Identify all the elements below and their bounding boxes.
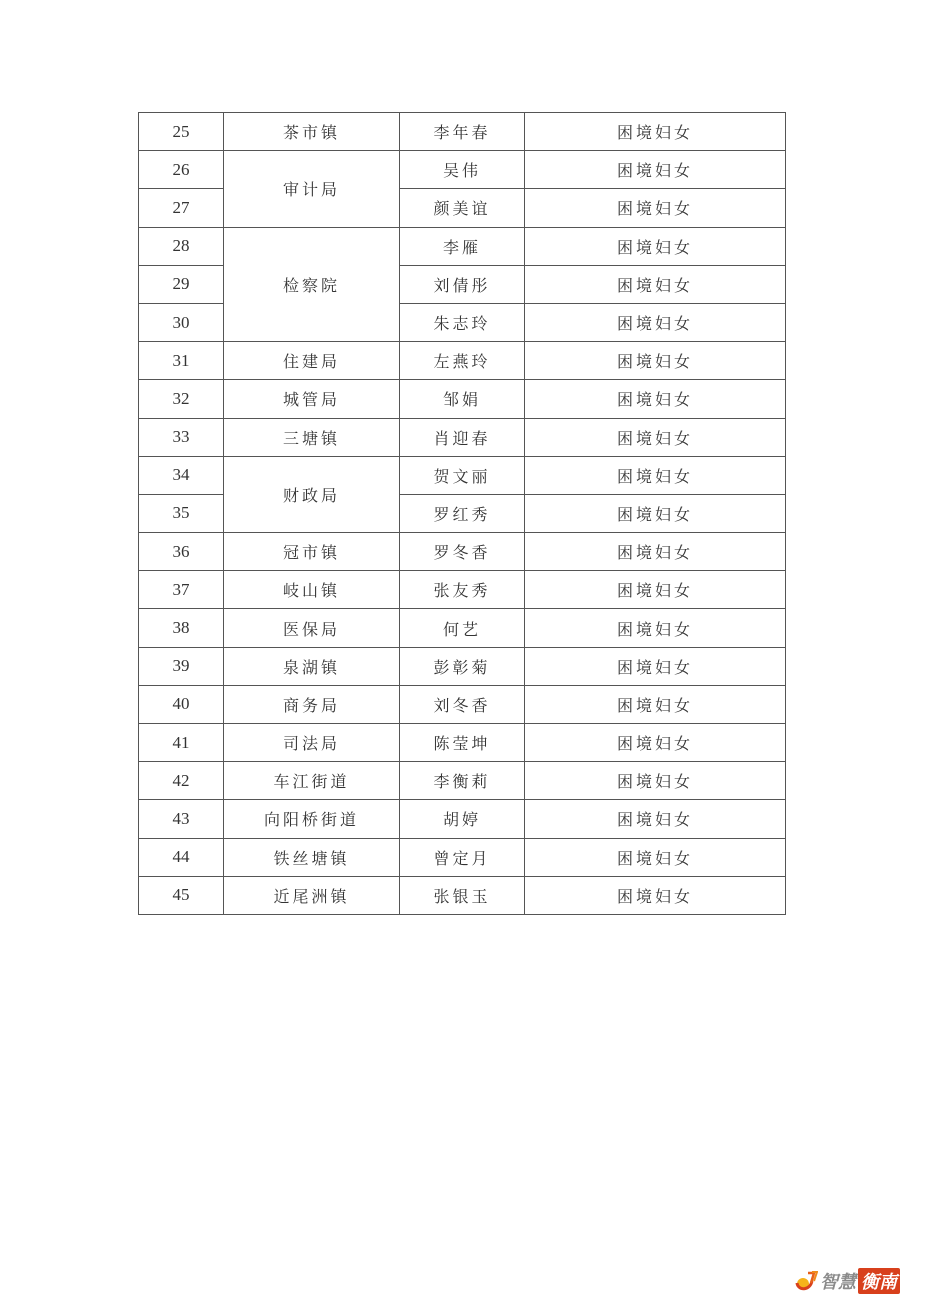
name-cell: 罗冬香	[400, 533, 525, 571]
logo-text-zhihui: 智慧	[820, 1272, 856, 1293]
row-number-cell: 38	[139, 609, 224, 647]
row-number-cell: 36	[139, 533, 224, 571]
table-row	[139, 227, 786, 265]
category-cell: 困境妇女	[525, 876, 786, 914]
row-number-cell: 35	[139, 494, 224, 532]
row-number-cell: 28	[139, 227, 224, 265]
name-cell: 彭彰菊	[400, 647, 525, 685]
category-cell: 困境妇女	[525, 265, 786, 303]
unit-cell: 车江街道	[224, 762, 400, 800]
row-number-cell: 42	[139, 762, 224, 800]
table-row	[139, 342, 786, 380]
name-cell: 李年春	[400, 113, 525, 151]
category-cell: 困境妇女	[525, 838, 786, 876]
unit-cell: 近尾洲镇	[224, 876, 400, 914]
row-number-cell: 40	[139, 685, 224, 723]
name-cell: 陈莹坤	[400, 724, 525, 762]
table-row	[139, 151, 786, 189]
table-row	[139, 838, 786, 876]
name-cell: 刘冬香	[400, 685, 525, 723]
table-body	[139, 113, 786, 915]
row-number-cell: 32	[139, 380, 224, 418]
name-cell: 贺文丽	[400, 456, 525, 494]
name-cell: 张银玉	[400, 876, 525, 914]
unit-cell: 泉湖镇	[224, 647, 400, 685]
unit-cell: 城管局	[224, 380, 400, 418]
watermark-logo	[794, 1266, 900, 1296]
category-cell: 困境妇女	[525, 151, 786, 189]
row-number-cell: 41	[139, 724, 224, 762]
category-cell: 困境妇女	[525, 227, 786, 265]
name-cell: 罗红秀	[400, 494, 525, 532]
row-number-cell: 27	[139, 189, 224, 227]
table-row	[139, 533, 786, 571]
table-row	[139, 113, 786, 151]
table-row	[139, 762, 786, 800]
name-cell: 张友秀	[400, 571, 525, 609]
name-cell: 左燕玲	[400, 342, 525, 380]
row-number-cell: 44	[139, 838, 224, 876]
table-row	[139, 647, 786, 685]
table-row	[139, 685, 786, 723]
row-number-cell: 39	[139, 647, 224, 685]
row-number-cell: 31	[139, 342, 224, 380]
name-cell: 刘倩彤	[400, 265, 525, 303]
unit-cell: 医保局	[224, 609, 400, 647]
category-cell: 困境妇女	[525, 303, 786, 341]
unit-cell: 司法局	[224, 724, 400, 762]
unit-cell: 向阳桥街道	[224, 800, 400, 838]
row-number-cell: 43	[139, 800, 224, 838]
logo-text-hengnan: 衡南	[858, 1268, 900, 1294]
category-cell: 困境妇女	[525, 800, 786, 838]
name-cell: 何艺	[400, 609, 525, 647]
category-cell: 困境妇女	[525, 189, 786, 227]
category-cell: 困境妇女	[525, 609, 786, 647]
unit-cell: 冠市镇	[224, 533, 400, 571]
category-cell: 困境妇女	[525, 380, 786, 418]
table-row	[139, 609, 786, 647]
table-row	[139, 800, 786, 838]
category-cell: 困境妇女	[525, 533, 786, 571]
category-cell: 困境妇女	[525, 418, 786, 456]
unit-cell: 审计局	[224, 151, 400, 227]
table-row	[139, 876, 786, 914]
unit-cell: 商务局	[224, 685, 400, 723]
row-number-cell: 25	[139, 113, 224, 151]
category-cell: 困境妇女	[525, 724, 786, 762]
row-number-cell: 34	[139, 456, 224, 494]
zhihui-hengnan-logo-icon	[794, 1269, 818, 1293]
table-row	[139, 571, 786, 609]
category-cell: 困境妇女	[525, 456, 786, 494]
name-cell: 曾定月	[400, 838, 525, 876]
category-cell: 困境妇女	[525, 685, 786, 723]
unit-cell: 铁丝塘镇	[224, 838, 400, 876]
name-cell: 李衡莉	[400, 762, 525, 800]
row-number-cell: 33	[139, 418, 224, 456]
name-cell: 朱志玲	[400, 303, 525, 341]
row-number-cell: 26	[139, 151, 224, 189]
name-cell: 邹娟	[400, 380, 525, 418]
row-number-cell: 45	[139, 876, 224, 914]
name-cell: 颜美谊	[400, 189, 525, 227]
unit-cell: 三塘镇	[224, 418, 400, 456]
table-row	[139, 724, 786, 762]
name-cell: 吴伟	[400, 151, 525, 189]
unit-cell: 检察院	[224, 227, 400, 342]
category-cell: 困境妇女	[525, 113, 786, 151]
unit-cell: 茶市镇	[224, 113, 400, 151]
name-cell: 肖迎春	[400, 418, 525, 456]
name-cell: 李雁	[400, 227, 525, 265]
row-number-cell: 37	[139, 571, 224, 609]
recipient-table	[138, 112, 786, 915]
unit-cell: 岐山镇	[224, 571, 400, 609]
table-row	[139, 456, 786, 494]
unit-cell: 财政局	[224, 456, 400, 532]
unit-cell: 住建局	[224, 342, 400, 380]
table-row	[139, 380, 786, 418]
category-cell: 困境妇女	[525, 762, 786, 800]
name-cell: 胡婷	[400, 800, 525, 838]
category-cell: 困境妇女	[525, 647, 786, 685]
category-cell: 困境妇女	[525, 342, 786, 380]
row-number-cell: 30	[139, 303, 224, 341]
category-cell: 困境妇女	[525, 571, 786, 609]
table-row	[139, 418, 786, 456]
category-cell: 困境妇女	[525, 494, 786, 532]
row-number-cell: 29	[139, 265, 224, 303]
